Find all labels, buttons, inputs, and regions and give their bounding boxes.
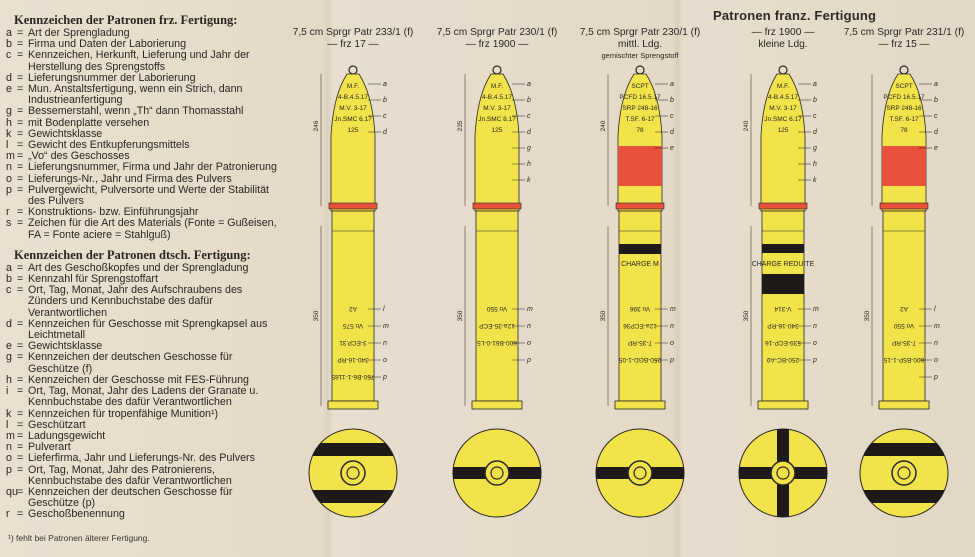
legend-equals: = [17, 418, 24, 431]
case-rim [472, 401, 522, 409]
legend-text: Zeichen für die Art des Materials (Fonte = Gußeisen, FA = Fonte aciere = Stahlguß) [28, 217, 277, 241]
dimension-label: 350 [864, 310, 871, 322]
fuze-ring [493, 66, 501, 74]
cartridge-outline [457, 66, 533, 409]
callout-letter: o [527, 340, 531, 347]
callout-letter: m [813, 306, 819, 313]
legend-text: Kennzeichen für tropenfähige Munition¹) [28, 407, 219, 420]
primer-ring [341, 461, 365, 485]
legend-equals: = [17, 127, 24, 140]
cartridge-model: mittl. Ldg. [617, 39, 663, 50]
legend-text: Geschützart [28, 418, 86, 431]
driving-band [759, 203, 807, 209]
legend-row [6, 84, 284, 106]
dimension-label: 350 [313, 310, 320, 322]
legend-key: r [6, 206, 10, 219]
fuze-ring [900, 66, 908, 74]
cartridge-side-view [600, 66, 680, 416]
legend-key: n [6, 161, 12, 174]
legend-text: Lieferungsnummer der Laborierung [28, 71, 196, 84]
callout-letter: p [934, 374, 938, 381]
legend-key: k [6, 127, 12, 140]
legend-equals: = [17, 463, 24, 476]
callout-letter: a [670, 81, 674, 88]
projectile-marking: SCPT [631, 83, 649, 90]
fuze-ring [779, 66, 787, 74]
dimension-label: 235 [457, 120, 464, 132]
projectile-marking: T.SF. 6-17 [889, 116, 919, 123]
cartridge-heading [422, 27, 572, 51]
legend-text: Ort, Tag, Monat, Jahr des Ladens der Granate u. Kennbuchstabe des dafür Verantwortlichen [28, 385, 259, 409]
projectile-marking: PCFD 16.5.17 [619, 94, 661, 101]
callout-letter: c [813, 113, 817, 120]
legend-equals: = [17, 116, 24, 129]
base-svg [450, 426, 544, 520]
cartridge-heading [565, 27, 715, 60]
callout-letter: e [934, 145, 938, 152]
legend-key: p [6, 463, 12, 476]
callout-letter: k [813, 177, 817, 184]
callout-letter: b [383, 97, 387, 104]
cartridge-base-view [593, 426, 687, 520]
case-stamp: A2 [349, 305, 357, 312]
legend-text: Lieferungsnummer, Firma und Jahr der Patronierung [28, 161, 277, 174]
case-stamp: 7-35-RP [627, 339, 653, 346]
legend-key: r [6, 508, 10, 521]
legend-equals: = [17, 508, 24, 521]
legend-row [6, 352, 284, 374]
driving-band [880, 203, 928, 209]
legend-text: Ladungsgewicht [28, 429, 106, 442]
legend-text: Lieferfirma, Jahr und Lieferungs-Nr. des Pulvers [28, 452, 255, 465]
callout-letter: l [934, 306, 936, 313]
callout-letter: a [527, 81, 531, 88]
legend-text: Kennzeichen der deutschen Geschosse für Geschütze (f) [28, 351, 233, 375]
legend-equals: = [17, 139, 24, 152]
dimension-label: 350 [600, 310, 607, 322]
legend-text: Art des Geschoßkopfes und der Sprengladung [28, 261, 249, 274]
callout-letter: d [934, 129, 938, 136]
legend-text: Art der Sprengladung [28, 27, 130, 39]
callout-letter: a [813, 81, 817, 88]
legend-row [6, 50, 284, 72]
case-stamp: 340-16-RP [767, 322, 799, 329]
legend-text: Gewichtsklasse [28, 127, 103, 140]
cartridge-heading [829, 27, 975, 51]
case-stamp: 250-BGD-1-05 [618, 356, 662, 363]
legend-row [6, 465, 284, 487]
callout-letter: l [383, 306, 385, 313]
projectile-marking: PCFD 16.5.17 [883, 94, 925, 101]
legend-equals: = [17, 273, 24, 286]
cartridge-base-view [306, 426, 400, 520]
legend-key: a [6, 27, 12, 39]
callout-letter: m [527, 306, 533, 313]
callout-letter: h [527, 161, 531, 168]
legend-text: Pulvergewicht, Pulversorte und Werte der Stabilität des Pulvers [28, 183, 269, 208]
callout-letter: p [383, 374, 387, 381]
projectile-marking: 4-B.4.5.17 [768, 94, 798, 101]
legend-key: h [6, 373, 12, 386]
callout-letter: n [383, 340, 387, 347]
cartridge-side-view [864, 66, 944, 416]
case-stamp: V-314 [774, 305, 792, 312]
legend-equals: = [17, 485, 24, 498]
case-stamp: 12a-35-ECP [479, 322, 515, 329]
legend-list-french [6, 28, 284, 241]
legend-key: qu [6, 485, 18, 498]
legend-equals: = [17, 284, 24, 297]
legend-key: o [6, 172, 12, 185]
base-stripe [306, 443, 400, 456]
cartridge-side-view [743, 66, 823, 416]
legend-panel [6, 13, 284, 521]
dimension-label: 350 [457, 310, 464, 322]
legend-key: m [6, 429, 15, 442]
callout-letter: c [670, 113, 674, 120]
base-svg [736, 426, 830, 520]
projectile-marking: SRP 248-16 [886, 105, 922, 112]
cartridge-base-view [736, 426, 830, 520]
callout-letter: m [670, 306, 676, 313]
legend-key: d [6, 317, 12, 330]
projectile-marking: 78 [636, 127, 644, 134]
callout-letter: o [934, 357, 938, 364]
projectile-marking: Jn.SMC 8.17 [478, 116, 516, 123]
legend-text: „Vo“ des Geschosses [28, 150, 130, 163]
legend-equals: = [17, 407, 24, 420]
cartridge-designation: 7,5 cm Sprgr Patr 230/1 (f) [436, 27, 558, 38]
footnote: ¹) fehlt bei Patronen älterer Fertigung. [8, 533, 150, 543]
cartridge-heading [278, 27, 428, 51]
legend-equals: = [17, 71, 24, 84]
cartridge-svg [600, 66, 680, 416]
legend-text: Gewichtsklasse [28, 340, 103, 353]
callout-letter: k [527, 177, 531, 184]
primer-ring [771, 461, 795, 485]
legend-key: l [6, 418, 9, 431]
callout-letter: p [527, 357, 531, 364]
callout-letter: n [934, 340, 938, 347]
base-stripe [857, 490, 951, 503]
base-stripe [306, 490, 400, 503]
legend-equals: = [17, 351, 24, 364]
legend-key: e [6, 340, 12, 353]
cartridge-base-view [450, 426, 544, 520]
panel-title: Patronen franz. Fertigung [713, 8, 877, 23]
cartridge-outline [600, 66, 676, 409]
legend-row [6, 162, 284, 173]
legend-key: g [6, 351, 12, 364]
projectile-marking: 125 [491, 127, 503, 134]
legend-key: m [6, 150, 15, 163]
callout-letter: m [934, 323, 940, 330]
callout-letter: o [813, 340, 817, 347]
case-stamp: 340-16-RP [337, 356, 369, 363]
callout-letter: p [813, 357, 817, 364]
legend-row [6, 487, 284, 509]
projectile-marking: Jn.SMC 6.17 [334, 116, 372, 123]
legend-equals: = [17, 441, 24, 454]
projectile-marking: T.SF. 6-17 [625, 116, 655, 123]
callout-letter: a [934, 81, 938, 88]
case-stamp: 539-ECP-16 [765, 339, 801, 346]
dimension-label: 240 [743, 120, 750, 132]
legend-text: Kennzeichen der deutschen Geschosse für Geschütze (p) [28, 485, 233, 510]
legend-equals: = [17, 429, 24, 442]
callout-letter: o [670, 340, 674, 347]
legend-text: Kennzeichen, Herkunft, Lieferung und Jahr der Herstellung des Sprengstoffs [28, 49, 250, 73]
case-stamp: 3-ECP.31 [339, 339, 367, 346]
legend-key: g [6, 105, 12, 118]
dimension-label: 246 [313, 120, 320, 132]
projectile-marking: 4-B.4.5.17 [338, 94, 368, 101]
legend-equals: = [17, 385, 24, 398]
dimension-label: 240 [600, 120, 607, 132]
case-stamp: A2 [900, 305, 908, 312]
legend-text: Firma und Daten der Laborierung [28, 38, 187, 51]
callout-letter: h [813, 161, 817, 168]
legend-row [6, 509, 284, 520]
legend-equals: = [17, 217, 24, 230]
legend-title-german: Kennzeichen der Patronen dtsch. Fertigung: [14, 247, 251, 262]
cartridge-designation: — frz 1900 — [751, 27, 815, 38]
cartridge-designation: 7,5 cm Sprgr Patr 231/1 (f) [843, 27, 965, 38]
case-rim [758, 401, 808, 409]
projectile-marking: 78 [900, 127, 908, 134]
projectile-marking: Jn.SMC 6.17 [764, 116, 802, 123]
cartridge-note: gemischter Sprengstoff [601, 51, 679, 60]
legend-equals: = [17, 27, 24, 39]
projectile-marking: 125 [777, 127, 789, 134]
legend-equals: = [17, 317, 24, 330]
case-stamp: Vo 550 [486, 305, 508, 312]
legend-key: i [6, 385, 9, 398]
legend-equals: = [17, 83, 24, 96]
base-stripe [857, 443, 951, 456]
projectile-marking: M.V. 3-17 [483, 105, 511, 112]
driving-band [329, 203, 377, 209]
projectile-marking: M.F. [490, 83, 504, 90]
black-band-lower [762, 274, 804, 294]
cartridge-outline [864, 66, 940, 409]
legend-key: p [6, 183, 12, 196]
cartridge-svg [313, 66, 393, 416]
cartridge-outline [743, 66, 819, 409]
case-rim [328, 401, 378, 409]
primer-ring [628, 461, 652, 485]
legend-text: Kennzeichen der Geschosse mit FES-Führung [28, 373, 249, 386]
case-stamp: 250-BC-A9 [766, 356, 800, 363]
legend-title-french: Kennzeichen der Patronen frz. Fertigung: [14, 13, 238, 27]
callout-letter: o [383, 357, 387, 364]
case-band-label: CHARGE REDUITE [751, 261, 815, 268]
legend-equals: = [17, 150, 24, 163]
legend-text: Kennzeichen für Geschosse mit Sprengkapsel aus Leichtmetall [28, 317, 268, 342]
legend-key: d [6, 71, 12, 84]
legend-key: b [6, 38, 12, 51]
projectile-marking: M.V. 3-17 [339, 105, 367, 112]
fuze-ring [349, 66, 357, 74]
case-stamp: Vo 575 [342, 322, 364, 329]
legend-text: Lieferungs-Nr., Jahr und Firma des Pulvers [28, 172, 232, 185]
legend-key: s [6, 217, 12, 230]
primer-ring [485, 461, 509, 485]
legend-text: Kennzahl für Sprengstoffart [28, 273, 158, 286]
legend-text: Pulverart [28, 441, 71, 454]
legend-key: e [6, 83, 12, 96]
legend-text: Ort, Tag, Monat, Jahr des Aufschraubens des Zünders und Kennbuchstabe des dafür Verantwortlichen [28, 284, 243, 319]
cartridge-outline [313, 66, 389, 409]
callout-letter: g [813, 145, 817, 152]
projectile-marking: SRP 248-16 [622, 105, 658, 112]
legend-equals: = [17, 49, 24, 62]
legend-key: h [6, 116, 12, 129]
legend-equals: = [17, 206, 24, 219]
cartridge-designation: 7,5 cm Sprgr Patr 230/1 (f) [579, 27, 701, 38]
legend-row [6, 386, 284, 408]
legend-text: Mun. Anstaltsfertigung, wenn ein Strich, dann Industrieanfertigung [28, 83, 243, 107]
case-stamp: 600-B5P-1-15 [883, 356, 925, 363]
legend-row [6, 319, 284, 341]
base-svg [593, 426, 687, 520]
legend-list-german [6, 263, 284, 521]
red-marking-band [882, 146, 926, 186]
projectile-marking: 4-B.4.5.17 [482, 94, 512, 101]
legend-key: k [6, 407, 12, 420]
base-svg [306, 426, 400, 520]
legend-key: o [6, 452, 12, 465]
case-rim [879, 401, 929, 409]
legend-equals: = [17, 161, 24, 174]
projectile-marking: SCPT [895, 83, 913, 90]
callout-letter: d [670, 129, 674, 136]
black-band-upper [762, 244, 804, 253]
legend-key: c [6, 49, 12, 62]
driving-band [473, 203, 521, 209]
callout-letter: a [383, 81, 387, 88]
legend-text: Geschoßbenennung [28, 508, 125, 521]
cartridge-model: kleine Ldg. [758, 39, 808, 50]
legend-equals: = [17, 105, 24, 118]
legend-key: c [6, 284, 12, 297]
callout-letter: d [383, 129, 387, 136]
case-stamp: 750-B6-1-1185 [331, 373, 375, 380]
callout-letter: c [383, 113, 387, 120]
callout-letter: p [670, 357, 674, 364]
legend-text: Bessemerstahl, wenn „Th“ dann Thomasstahl [28, 105, 244, 118]
primer-ring [892, 461, 916, 485]
case-stamp: Vo 396 [629, 305, 651, 312]
projectile-marking: M.F. [346, 83, 360, 90]
legend-row [6, 453, 284, 464]
cartridge-svg [457, 66, 537, 416]
legend-equals: = [17, 183, 24, 196]
legend-row [6, 185, 284, 207]
callout-letter: n [527, 323, 531, 330]
legend-equals: = [17, 38, 24, 51]
legend-equals: = [17, 452, 24, 465]
case-stamp: 12a-ECP36 [623, 322, 657, 329]
callout-letter: b [934, 97, 938, 104]
case-band-label: CHARGE M [621, 261, 659, 268]
legend-key: n [6, 441, 12, 454]
projectile-marking: M.F. [776, 83, 790, 90]
legend-text: Konstruktions- bzw. Einführungsjahr [28, 206, 199, 219]
case-stamp: 600-B61-0-L5 [477, 339, 517, 346]
legend-text: Gewicht des Entkupferungsmittels [28, 139, 190, 152]
callout-letter: n [813, 323, 817, 330]
legend-equals: = [17, 340, 24, 353]
callout-letter: d [527, 129, 531, 136]
legend-key: l [6, 139, 9, 152]
projectile-marking: 125 [347, 127, 359, 134]
driving-band [616, 203, 664, 209]
case-stamp: Vo 550 [893, 322, 915, 329]
cartridge-base-view [857, 426, 951, 520]
callout-letter: b [527, 97, 531, 104]
cartridge-designation: 7,5 cm Sprgr Patr 233/1 (f) [292, 27, 414, 38]
callout-letter: c [934, 113, 938, 120]
case-rim [615, 401, 665, 409]
cartridge-side-view [457, 66, 537, 416]
fuze-ring [636, 66, 644, 74]
callout-letter: d [813, 129, 817, 136]
case-stamp: 7-35-RP [891, 339, 917, 346]
projectile-marking: M.V. 3-17 [769, 105, 797, 112]
cartridge-model: — frz 1900 — [465, 39, 529, 50]
legend-text: Ort, Tag, Monat, Jahr des Patronierens, Kennbuchstabe des dafür Verantwortlichen [28, 463, 232, 487]
legend-equals: = [17, 373, 24, 386]
callout-letter: b [813, 97, 817, 104]
legend-equals: = [17, 261, 24, 274]
callout-letter: b [670, 97, 674, 104]
callout-letter: e [670, 145, 674, 152]
legend-equals: = [17, 172, 24, 185]
legend-row [6, 285, 284, 319]
callout-letter: m [383, 323, 389, 330]
legend-row [6, 106, 284, 117]
callout-letter: c [527, 113, 531, 120]
cartridge-model: — frz 17 — [327, 39, 379, 50]
legend-key: b [6, 273, 12, 286]
legend-row [6, 218, 284, 240]
legend-key: a [6, 261, 12, 274]
callout-letter: n [670, 323, 674, 330]
cartridge-svg [743, 66, 823, 416]
cartridge-side-view [313, 66, 393, 416]
callout-letter: g [527, 145, 531, 152]
legend-text: mit Bodenplatte versehen [28, 116, 150, 129]
cartridge-model: — frz 15 — [878, 39, 930, 50]
red-marking-band [618, 146, 662, 186]
dimension-label: 350 [743, 310, 750, 322]
base-svg [857, 426, 951, 520]
black-band [619, 244, 661, 254]
cartridge-svg [864, 66, 944, 416]
